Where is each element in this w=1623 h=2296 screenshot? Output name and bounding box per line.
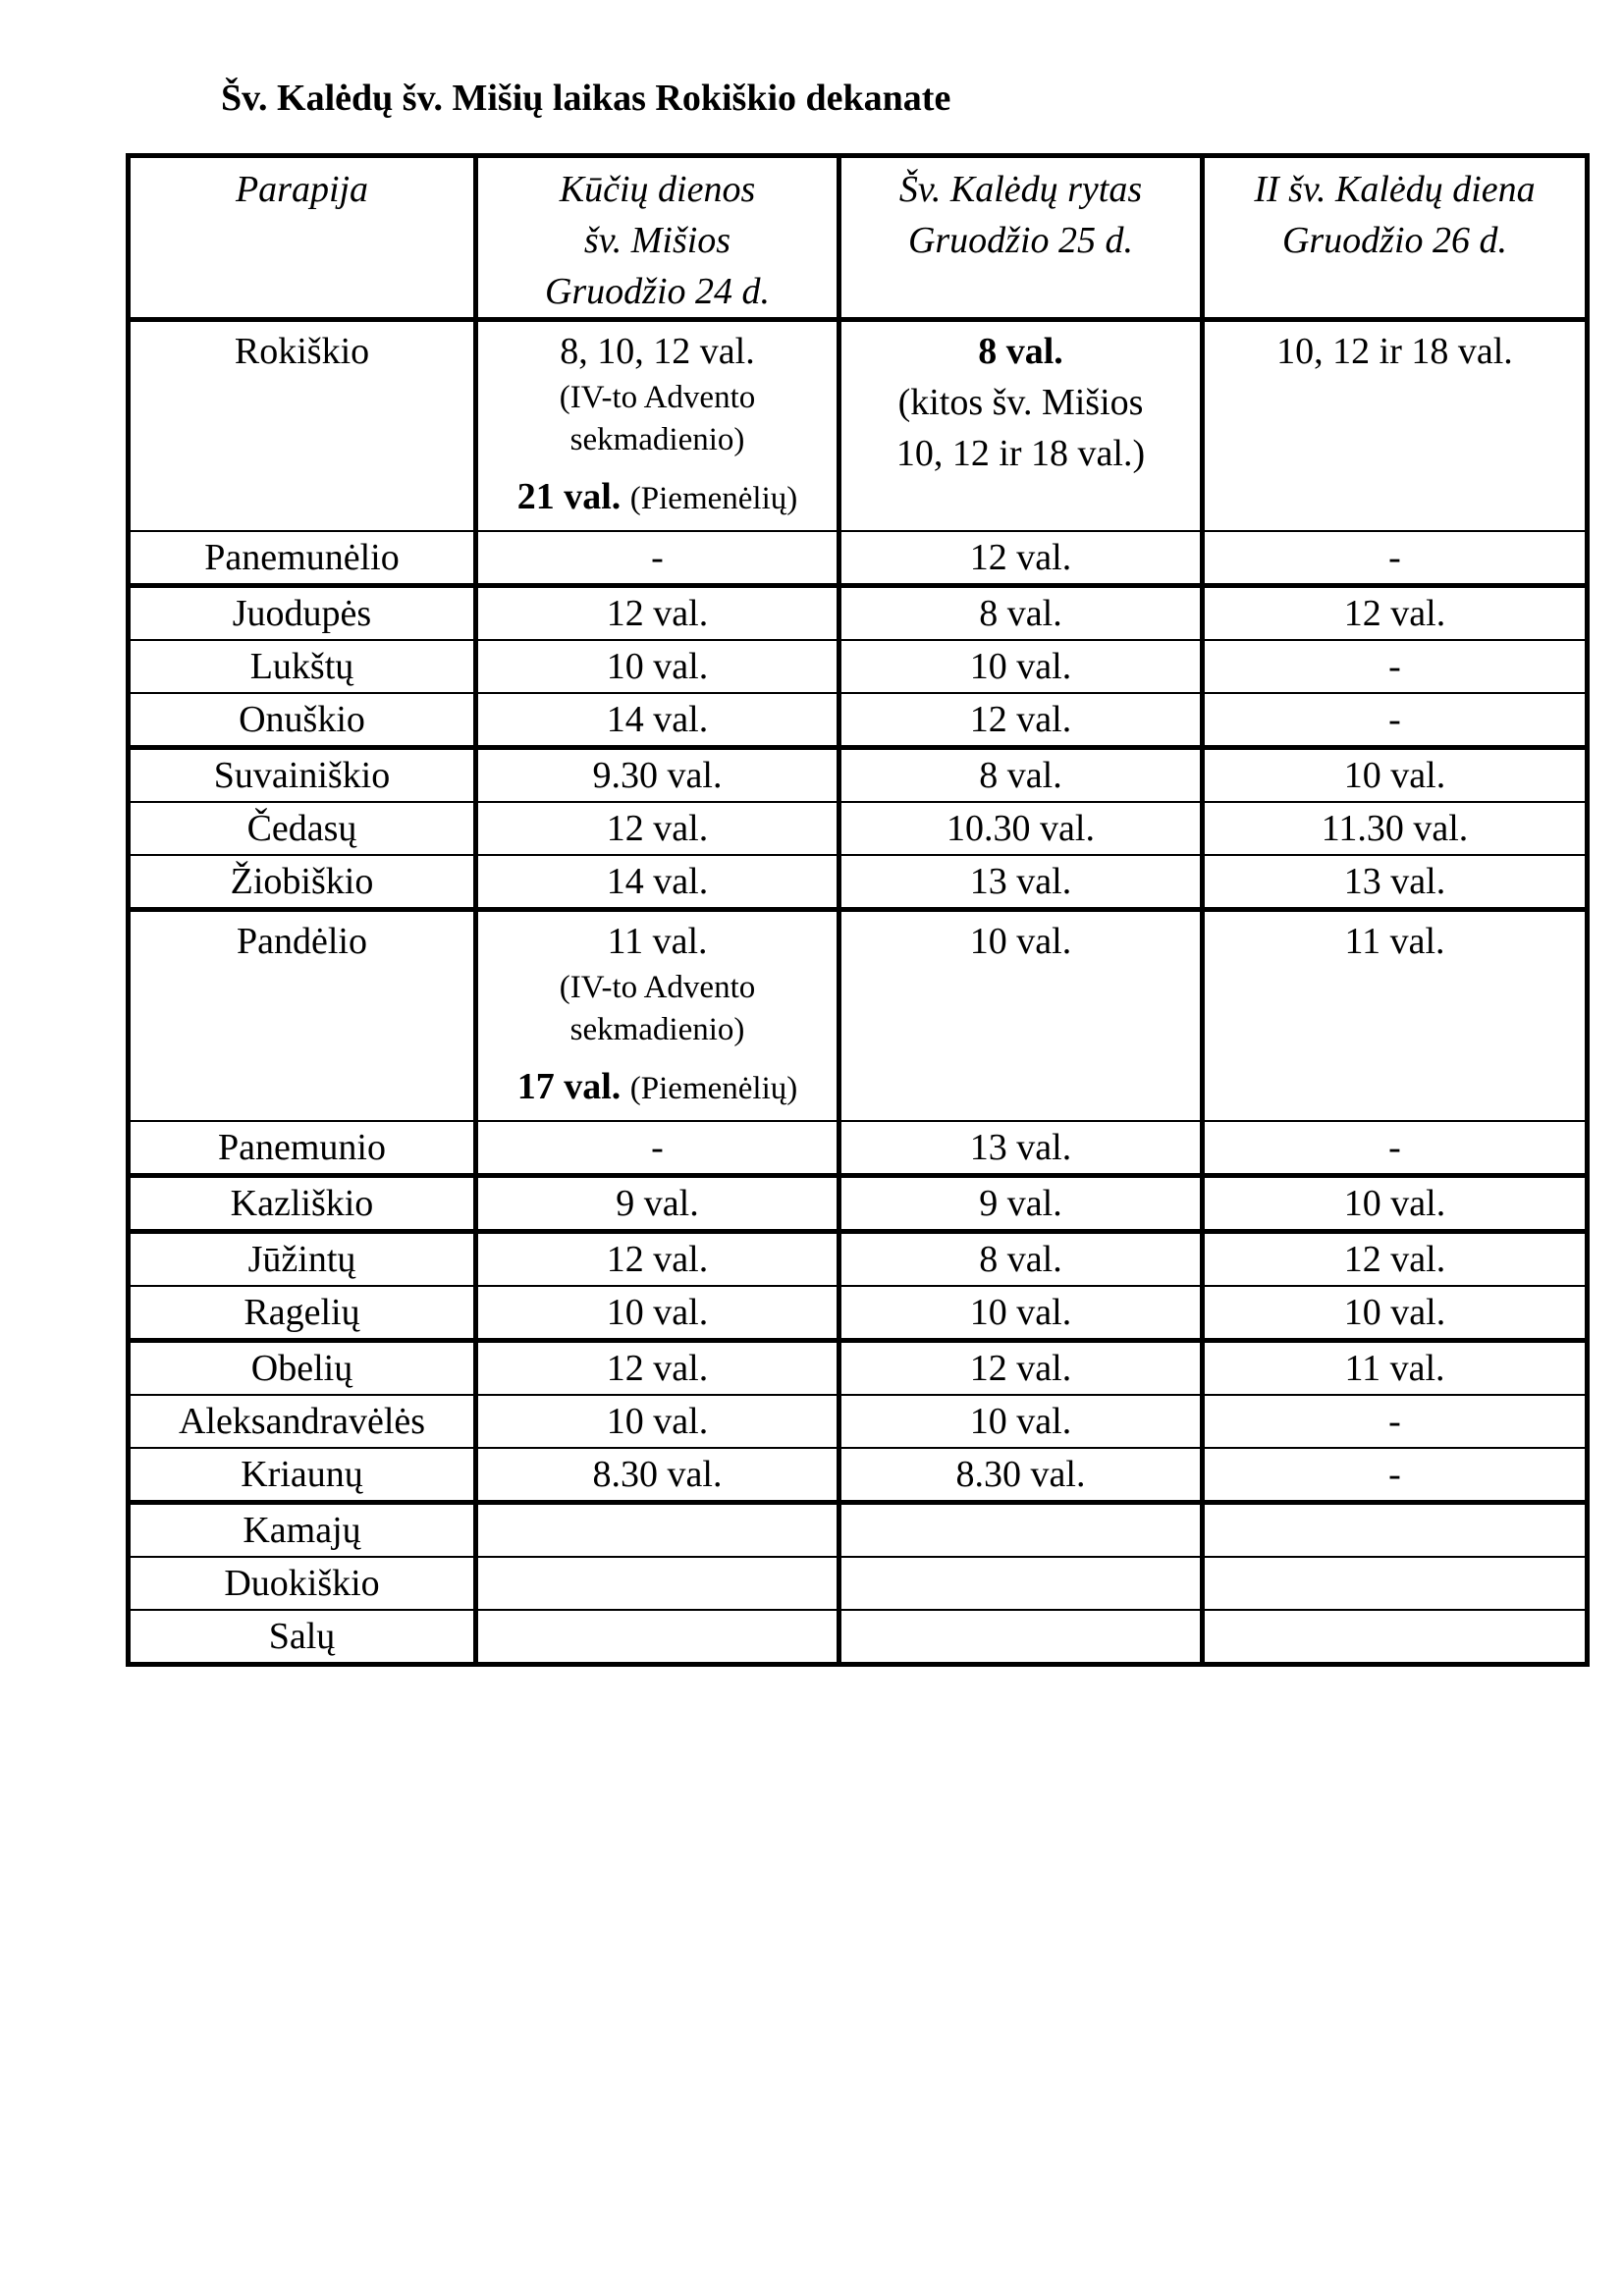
parish-cell: Kriaunų [129, 1448, 476, 1503]
parish-cell: Juodupės [129, 586, 476, 641]
dec26-cell [1203, 1503, 1588, 1558]
parish-cell: Pandėlio [129, 910, 476, 1122]
parish-cell: Lukštų [129, 640, 476, 693]
dec24-cell: 11 val. (IV-to Advento sekmadienio) 17 val. (Piemenėlių) [476, 910, 839, 1122]
dec25-cell [839, 1557, 1203, 1610]
table-row [129, 1395, 1588, 1448]
dec24-cell: 10 val. [476, 1286, 839, 1341]
dec25-cell: 8.30 val. [839, 1448, 1203, 1503]
dec25-cell: 8 val. [839, 1232, 1203, 1287]
header-dec24-line1: Kūčių dienos [559, 169, 756, 210]
dec24-cell: 14 val. [476, 693, 839, 748]
parish-cell: Aleksandravėlės [129, 1395, 476, 1448]
table-row [129, 1341, 1588, 1396]
dec26-cell: - [1203, 1395, 1588, 1448]
header-dec25-line2: Gruodžio 25 d. [907, 220, 1134, 261]
table-row [129, 531, 1588, 586]
dec26-cell: 13 val. [1203, 855, 1588, 910]
dec25-cell: 9 val. [839, 1176, 1203, 1232]
dec25-cell: 10 val. [839, 640, 1203, 693]
dec25-cell: 8 val. [839, 586, 1203, 641]
header-row [129, 156, 1588, 320]
mass-schedule-table [126, 153, 1590, 1667]
dec24-cell: 12 val. [476, 1232, 839, 1287]
dec26-cell: 12 val. [1203, 1232, 1588, 1287]
parish-cell: Panemunėlio [129, 531, 476, 586]
dec24-cell: 10 val. [476, 640, 839, 693]
header-dec24-line3: Gruodžio 24 d. [544, 271, 771, 312]
dec25-cell: 8 val. (kitos šv. Mišios 10, 12 ir 18 val.) [839, 320, 1203, 532]
dec24-cell: 9 val. [476, 1176, 839, 1232]
dec26-cell: - [1203, 1448, 1588, 1503]
dec26-cell: - [1203, 531, 1588, 586]
dec24-cell [476, 1557, 839, 1610]
dec26-cell: 11 val. [1203, 1341, 1588, 1396]
dec25-cell: 8 val. [839, 748, 1203, 803]
table-row [129, 1610, 1588, 1665]
table-row [129, 855, 1588, 910]
dec25-cell: 13 val. [839, 1121, 1203, 1176]
table-row [129, 1557, 1588, 1610]
header-parish: Parapija [129, 156, 476, 320]
dec25-cell: 10.30 val. [839, 802, 1203, 855]
dec26-cell: 12 val. [1203, 586, 1588, 641]
header-dec24 [476, 156, 839, 320]
parish-cell: Ragelių [129, 1286, 476, 1341]
table-row [129, 1232, 1588, 1287]
table-row [129, 586, 1588, 641]
table-row-rokiskio [129, 320, 1588, 532]
dec24-cell: 9.30 val. [476, 748, 839, 803]
dec26-cell: 10 val. [1203, 748, 1588, 803]
dec26-cell: 11 val. [1203, 910, 1588, 1122]
table-row [129, 640, 1588, 693]
dec26-cell [1203, 1557, 1588, 1610]
table-row [129, 1448, 1588, 1503]
parish-cell: Rokiškio [129, 320, 476, 532]
parish-cell: Suvainiškio [129, 748, 476, 803]
parish-cell: Obelių [129, 1341, 476, 1396]
dec25-cell: 12 val. [839, 693, 1203, 748]
dec25-cell: 13 val. [839, 855, 1203, 910]
header-dec26 [1203, 156, 1588, 320]
page-title: Šv. Kalėdų šv. Mišių laikas Rokiškio dekanate [221, 78, 951, 119]
dec25-cell: 12 val. [839, 531, 1203, 586]
parish-cell: Duokiškio [129, 1557, 476, 1610]
dec26-cell: - [1203, 693, 1588, 748]
dec24-cell: 8.30 val. [476, 1448, 839, 1503]
dec25-cell [839, 1503, 1203, 1558]
parish-cell: Salų [129, 1610, 476, 1665]
table-row [129, 1176, 1588, 1232]
dec26-cell: 10 val. [1203, 1286, 1588, 1341]
parish-cell: Onuškio [129, 693, 476, 748]
dec26-cell [1203, 1610, 1588, 1665]
dec24-cell: 12 val. [476, 802, 839, 855]
dec26-cell: 11.30 val. [1203, 802, 1588, 855]
table-row [129, 693, 1588, 748]
dec24-cell: - [476, 531, 839, 586]
dec25-cell: 10 val. [839, 1286, 1203, 1341]
dec26-cell: 10 val. [1203, 1176, 1588, 1232]
dec25-cell: 12 val. [839, 1341, 1203, 1396]
dec25-cell [839, 1610, 1203, 1665]
header-dec25 [839, 156, 1203, 320]
dec24-cell: - [476, 1121, 839, 1176]
table-row [129, 1503, 1588, 1558]
dec25-cell: 10 val. [839, 1395, 1203, 1448]
table-row [129, 1286, 1588, 1341]
dec24-cell: 12 val. [476, 1341, 839, 1396]
parish-cell: Kamajų [129, 1503, 476, 1558]
table-row [129, 1121, 1588, 1176]
dec24-cell: 12 val. [476, 586, 839, 641]
parish-cell: Čedasų [129, 802, 476, 855]
dec26-cell: 10, 12 ir 18 val. [1203, 320, 1588, 532]
dec24-cell: 10 val. [476, 1395, 839, 1448]
dec26-cell: - [1203, 640, 1588, 693]
dec24-cell: 14 val. [476, 855, 839, 910]
table-row-pandelio [129, 910, 1588, 1122]
parish-cell: Panemunio [129, 1121, 476, 1176]
dec24-cell [476, 1503, 839, 1558]
parish-cell: Kazliškio [129, 1176, 476, 1232]
dec25-cell: 10 val. [839, 910, 1203, 1122]
header-dec24-line2: šv. Mišios [583, 220, 731, 261]
header-dec25-line1: Šv. Kalėdų rytas [898, 169, 1143, 210]
dec26-cell: - [1203, 1121, 1588, 1176]
header-dec26-line2: Gruodžio 26 d. [1281, 220, 1508, 261]
header-dec26-line1: II šv. Kalėdų diena [1254, 169, 1536, 210]
dec24-cell [476, 1610, 839, 1665]
dec24-cell: 8, 10, 12 val. (IV-to Advento sekmadienio) 21 val. (Piemenėlių) [476, 320, 839, 532]
parish-cell: Jūžintų [129, 1232, 476, 1287]
table-row [129, 748, 1588, 803]
table-row [129, 802, 1588, 855]
parish-cell: Žiobiškio [129, 855, 476, 910]
